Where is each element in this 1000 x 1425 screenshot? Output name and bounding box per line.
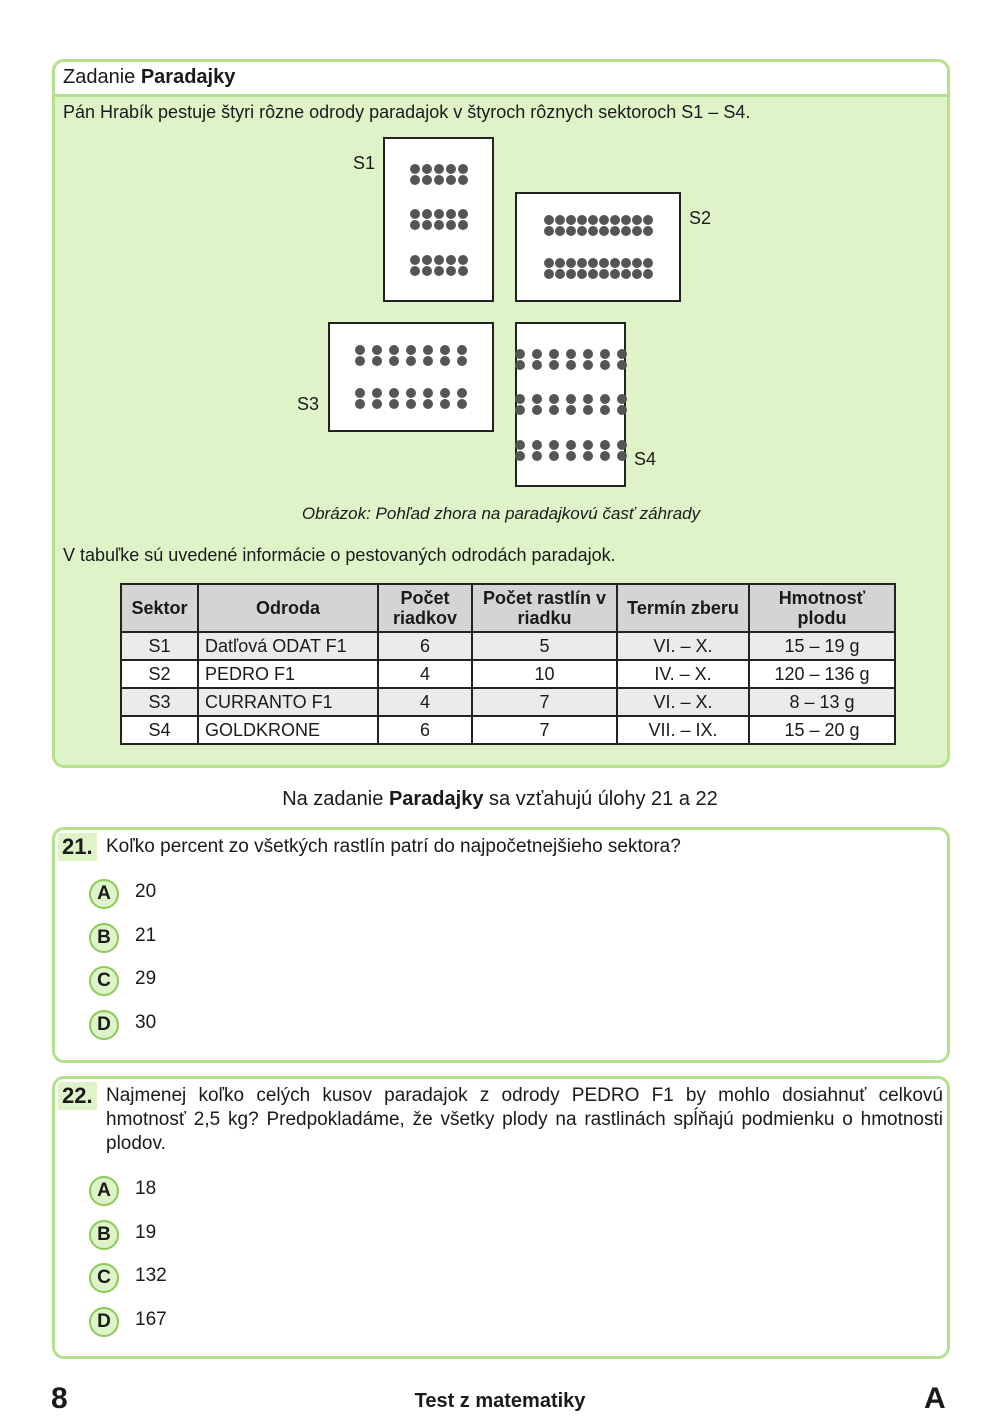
- table-cell: 4: [378, 688, 472, 716]
- plant-dot: [566, 440, 576, 450]
- plant-dot: [599, 226, 609, 236]
- plant-dot: [422, 220, 432, 230]
- plant-dot: [532, 440, 542, 450]
- plant-dot: [422, 266, 432, 276]
- plant-dot: [617, 451, 627, 461]
- option-letter: A: [89, 1176, 119, 1206]
- table-cell: CURRANTO F1: [198, 688, 378, 716]
- plant-dot: [632, 215, 642, 225]
- plant-dot: [549, 451, 559, 461]
- plant-dot: [621, 269, 631, 279]
- plant-dot: [555, 258, 565, 268]
- plant-dot: [549, 349, 559, 359]
- plant-dot: [410, 175, 420, 185]
- plant-dot: [643, 269, 653, 279]
- plant-dot: [566, 349, 576, 359]
- col-header: Hmotnosť plodu: [749, 584, 895, 632]
- plant-dot: [632, 258, 642, 268]
- plant-dot: [389, 356, 399, 366]
- plant-dot: [643, 258, 653, 268]
- plant-dot: [549, 440, 559, 450]
- plant-dot: [588, 226, 598, 236]
- table-row: [121, 716, 895, 744]
- col-header: Počet riadkov: [378, 584, 472, 632]
- plant-dot: [422, 209, 432, 219]
- question-21: [52, 827, 950, 1063]
- plant-dot: [434, 220, 444, 230]
- table-cell: 10: [472, 660, 617, 688]
- task-title-bar: [55, 62, 947, 97]
- plant-dot: [440, 345, 450, 355]
- plant-dot: [555, 215, 565, 225]
- plant-dot: [458, 209, 468, 219]
- option-text: 21: [135, 925, 157, 946]
- plant-dot: [621, 226, 631, 236]
- plant-dot: [566, 405, 576, 415]
- col-header: Sektor: [121, 584, 198, 632]
- table-cell: 120 – 136 g: [749, 660, 895, 688]
- table-cell: 6: [378, 632, 472, 660]
- plant-dot: [577, 226, 587, 236]
- plant-dot: [457, 345, 467, 355]
- plant-dot: [355, 388, 365, 398]
- plant-dot: [446, 209, 456, 219]
- plant-dot: [532, 451, 542, 461]
- plant-dot: [566, 215, 576, 225]
- col-header: Odroda: [198, 584, 378, 632]
- plant-dot: [389, 399, 399, 409]
- plant-dot: [566, 226, 576, 236]
- plant-dot: [600, 405, 610, 415]
- relates-bold: Paradajky: [388, 788, 484, 810]
- footer-title: Test z matematiky: [414, 1390, 586, 1412]
- plant-dot: [532, 360, 542, 370]
- plant-dot: [617, 360, 627, 370]
- plant-dot: [621, 215, 631, 225]
- plant-dot: [621, 258, 631, 268]
- plant-dot: [577, 269, 587, 279]
- task-box: [52, 59, 950, 768]
- plant-dot: [434, 255, 444, 265]
- table-header-row: [121, 584, 895, 632]
- plant-dot: [515, 405, 525, 415]
- sector-label-s1: S1: [353, 153, 376, 173]
- relates-note: [0, 788, 1000, 811]
- question-22: [52, 1076, 950, 1359]
- plant-dot: [389, 345, 399, 355]
- test-variant: A: [924, 1382, 946, 1415]
- table-cell: VII. – IX.: [617, 716, 749, 744]
- table-row: [121, 688, 895, 716]
- plant-dot: [583, 451, 593, 461]
- plant-dot: [610, 226, 620, 236]
- plant-dot: [422, 175, 432, 185]
- plant-dot: [355, 356, 365, 366]
- plant-dot: [440, 388, 450, 398]
- plant-dot: [583, 440, 593, 450]
- info-table: [120, 583, 896, 745]
- plant-dot: [423, 388, 433, 398]
- plant-dot: [423, 399, 433, 409]
- plant-dot: [599, 215, 609, 225]
- col-header: Počet rastlín v riadku: [472, 584, 617, 632]
- option-letter: B: [89, 1220, 119, 1250]
- plant-dot: [532, 394, 542, 404]
- relates-before: Na zadanie: [282, 788, 384, 810]
- task-intro: Pán Hrabík pestuje štyri rôzne odrody paradajok v štyroch rôznych sektoroch S1 – S4.: [63, 102, 751, 122]
- option-text: 18: [135, 1178, 157, 1199]
- plant-dot: [583, 360, 593, 370]
- table-cell: 15 – 19 g: [749, 632, 895, 660]
- plant-dot: [566, 451, 576, 461]
- plant-dot: [588, 215, 598, 225]
- sector-label-s4: S4: [634, 449, 657, 469]
- table-cell: 15 – 20 g: [749, 716, 895, 744]
- plant-dot: [446, 175, 456, 185]
- plant-dot: [515, 394, 525, 404]
- table-cell: 7: [472, 688, 617, 716]
- question-number: 22.: [58, 1082, 97, 1110]
- table-cell: S2: [121, 660, 198, 688]
- plant-dot: [458, 220, 468, 230]
- option-text: 30: [135, 1012, 157, 1033]
- sector-s2: [515, 192, 681, 302]
- plant-dot: [446, 164, 456, 174]
- table-row: [121, 660, 895, 688]
- question-text: Koľko percent zo všetkých rastlín patrí do najpočetnejšieho sektora?: [106, 836, 681, 857]
- plant-dot: [566, 269, 576, 279]
- plant-dot: [617, 405, 627, 415]
- plant-dot: [566, 360, 576, 370]
- table-cell: Datľová ODAT F1: [198, 632, 378, 660]
- plant-dot: [406, 399, 416, 409]
- table-row: [121, 632, 895, 660]
- plant-dot: [389, 388, 399, 398]
- plant-dot: [410, 255, 420, 265]
- plant-dot: [515, 440, 525, 450]
- question-number: 21.: [58, 833, 97, 861]
- option-text: 29: [135, 968, 157, 989]
- plant-dot: [446, 220, 456, 230]
- sector-s1: [383, 137, 494, 302]
- plant-dot: [440, 399, 450, 409]
- plant-dot: [588, 269, 598, 279]
- plant-dot: [617, 349, 627, 359]
- plant-dot: [577, 215, 587, 225]
- plant-dot: [600, 360, 610, 370]
- plant-dot: [544, 215, 554, 225]
- table-cell: S1: [121, 632, 198, 660]
- table-cell: GOLDKRONE: [198, 716, 378, 744]
- plant-dot: [515, 451, 525, 461]
- plant-dot: [423, 345, 433, 355]
- plant-dot: [610, 269, 620, 279]
- plant-dot: [583, 394, 593, 404]
- table-cell: 6: [378, 716, 472, 744]
- table-cell: S3: [121, 688, 198, 716]
- table-cell: PEDRO F1: [198, 660, 378, 688]
- plant-dot: [458, 175, 468, 185]
- plant-dot: [599, 269, 609, 279]
- sector-label-s2: S2: [689, 208, 712, 228]
- option-letter: D: [89, 1307, 119, 1337]
- plant-dot: [566, 394, 576, 404]
- option-text: 19: [135, 1222, 157, 1243]
- plant-dot: [372, 345, 382, 355]
- plant-dot: [566, 258, 576, 268]
- plant-dot: [410, 266, 420, 276]
- option-text: 20: [135, 881, 157, 902]
- plant-dot: [406, 356, 416, 366]
- plant-dot: [458, 255, 468, 265]
- plant-dot: [555, 269, 565, 279]
- question-text: Najmenej koľko celých kusov paradajok z odrody PEDRO F1 by mohlo dosiahnuť celkovú hmotnosť 2,5 kg? Predpokladáme, že všetky plody na rastlinách spĺňajú podmienku o hmotnosti plodov.: [106, 1085, 943, 1154]
- plant-dot: [422, 164, 432, 174]
- option-letter: A: [89, 879, 119, 909]
- plant-dot: [549, 394, 559, 404]
- table-cell: 8 – 13 g: [749, 688, 895, 716]
- page-number: 8: [51, 1382, 68, 1415]
- plant-dot: [434, 164, 444, 174]
- plant-dot: [446, 266, 456, 276]
- plant-dot: [643, 215, 653, 225]
- table-cell: VI. – X.: [617, 632, 749, 660]
- plant-dot: [544, 269, 554, 279]
- plant-dot: [599, 258, 609, 268]
- plant-dot: [544, 258, 554, 268]
- sector-label-s3: S3: [297, 394, 320, 414]
- plant-dot: [632, 226, 642, 236]
- plant-dot: [434, 175, 444, 185]
- option-letter: C: [89, 1263, 119, 1293]
- plant-dot: [423, 356, 433, 366]
- table-intro: V tabuľke sú uvedené informácie o pestovaných odrodách paradajok.: [63, 545, 616, 565]
- table-cell: VI. – X.: [617, 688, 749, 716]
- plant-dot: [600, 451, 610, 461]
- plant-dot: [588, 258, 598, 268]
- option-letter: B: [89, 923, 119, 953]
- sector-s4: [515, 322, 626, 487]
- table-cell: S4: [121, 716, 198, 744]
- plant-dot: [643, 226, 653, 236]
- plant-dot: [600, 349, 610, 359]
- plant-dot: [515, 349, 525, 359]
- plant-dot: [617, 394, 627, 404]
- plant-dot: [457, 388, 467, 398]
- table-cell: 5: [472, 632, 617, 660]
- plant-dot: [515, 360, 525, 370]
- plant-dot: [600, 440, 610, 450]
- plant-dot: [355, 345, 365, 355]
- plant-dot: [372, 388, 382, 398]
- plant-dot: [410, 209, 420, 219]
- option-text: 132: [135, 1265, 167, 1286]
- plant-dot: [406, 388, 416, 398]
- plant-dot: [446, 255, 456, 265]
- plant-dot: [549, 405, 559, 415]
- plant-dot: [617, 440, 627, 450]
- plant-dot: [457, 356, 467, 366]
- option-text: 167: [135, 1309, 167, 1330]
- figure-caption: Obrázok: Pohľad zhora na paradajkovú časť záhrady: [301, 504, 701, 523]
- sector-s3: [328, 322, 494, 432]
- relates-after: sa vzťahujú úlohy 21 a 22: [489, 788, 718, 810]
- plant-dot: [372, 356, 382, 366]
- plant-dot: [532, 349, 542, 359]
- table-cell: IV. – X.: [617, 660, 749, 688]
- table-cell: 7: [472, 716, 617, 744]
- option-letter: C: [89, 966, 119, 996]
- task-title: [63, 66, 235, 89]
- col-header: Termín zberu: [617, 584, 749, 632]
- plant-dot: [549, 360, 559, 370]
- task-title-bold: Paradajky: [140, 66, 236, 88]
- option-letter: D: [89, 1010, 119, 1040]
- plant-dot: [583, 349, 593, 359]
- table-cell: 4: [378, 660, 472, 688]
- plant-dot: [434, 209, 444, 219]
- plant-dot: [457, 399, 467, 409]
- plant-dot: [577, 258, 587, 268]
- plant-dot: [355, 399, 365, 409]
- plant-dot: [410, 220, 420, 230]
- plant-dot: [434, 266, 444, 276]
- plant-dot: [544, 226, 554, 236]
- plant-dot: [458, 164, 468, 174]
- plant-dot: [406, 345, 416, 355]
- plant-dot: [610, 258, 620, 268]
- plant-dot: [458, 266, 468, 276]
- task-title-prefix: Zadanie: [63, 66, 136, 88]
- plant-dot: [440, 356, 450, 366]
- plant-dot: [600, 394, 610, 404]
- plant-dot: [422, 255, 432, 265]
- plant-dot: [632, 269, 642, 279]
- plant-dot: [372, 399, 382, 409]
- plant-dot: [610, 215, 620, 225]
- plant-dot: [532, 405, 542, 415]
- plant-dot: [410, 164, 420, 174]
- plant-dot: [555, 226, 565, 236]
- plant-dot: [583, 405, 593, 415]
